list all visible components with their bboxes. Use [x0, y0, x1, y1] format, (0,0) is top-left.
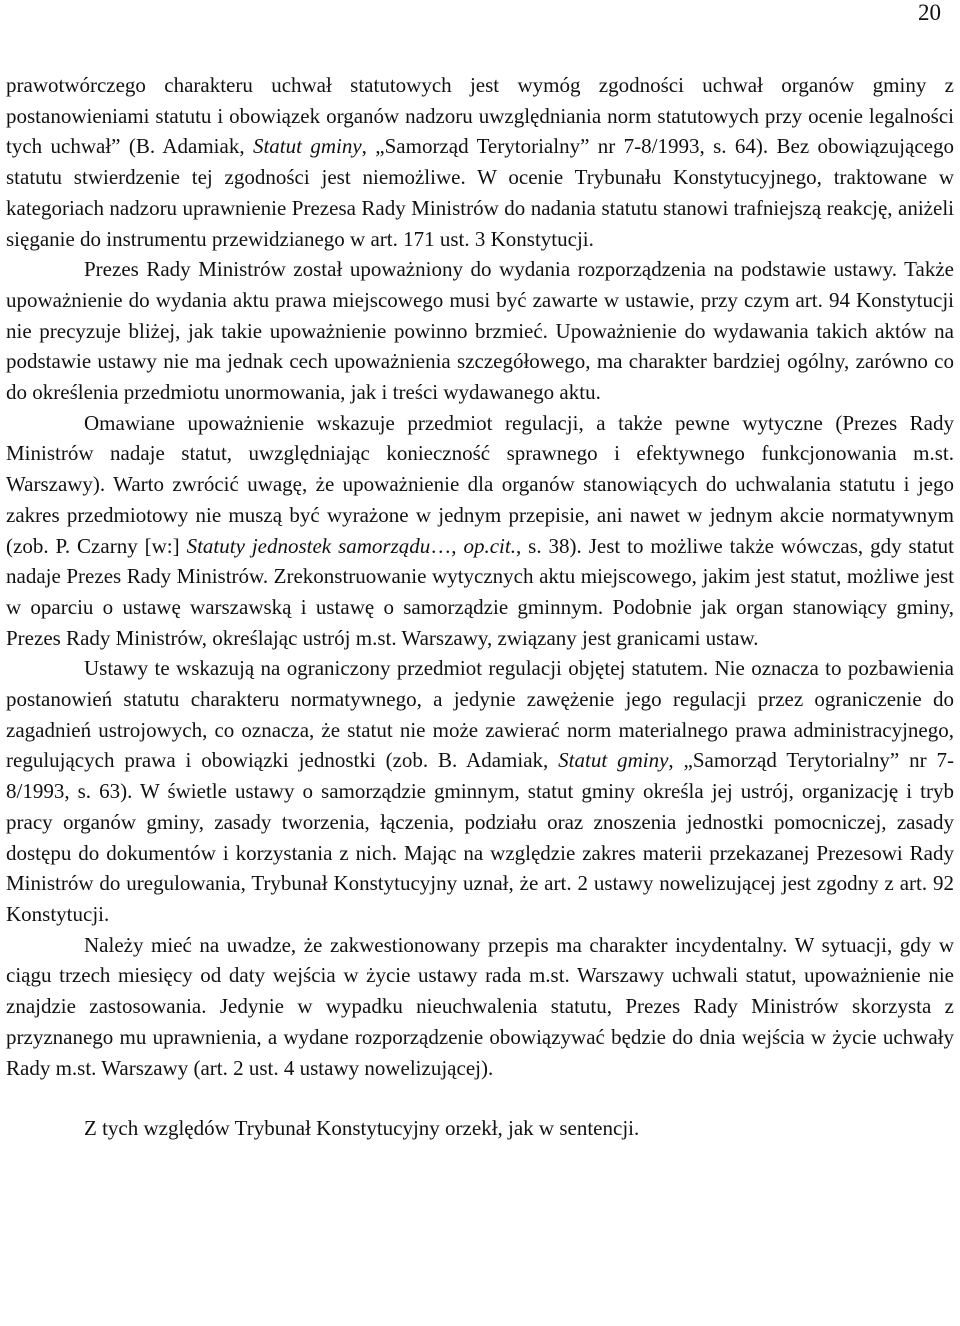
- paragraph-3-text-c: , s. 38). Jest to możliwe także wówczas, gdy statut nadaje Prezes Rady Ministrów. Zrekonstruowanie wytycznych aktu miejscowego, jakim jest statut, możliwe jest w oparciu o ustawę warszawską i ustawę o samorządzie gminnym. Podobnie jak organ stanowiący gminy, Prezes Rady Ministrów, określając ustrój m.st. Warszawy, związany jest granicami ustaw.: [6, 533, 955, 650]
- paragraph-4-text-a: Ustawy te wskazują na ograniczony przedmiot regulacji objętej statutem. Nie oznacza to pozbawienia postanowień statutu charakteru normatywnego, a jedynie zawężenie jego regulacji przez ograniczenie do zagadnień ustrojowych, co oznacza, że statut nie może zawierać norm materialnego prawa administracyjnego, regulujących prawa i obowiązki jednostki (zob. B. Adamiak,: [6, 656, 954, 773]
- paragraph-4: [6, 653, 954, 929]
- paragraph-4-text-b: , „Samorząd Terytorialny” nr 7-8/1993, s. 63). W świetle ustawy o samorządzie gminnym, statut gminy określa jej ustrój, organizację i tryb pracy organów gminy, zasady tworzenia, łączenia, podziału oraz znoszenia jednostki pomocniczej, zasady dostępu do dokumentów i korzystania z nich. Mając na względzie zakres materii przekazanej Prezesowi Rady Ministrów do uregulowania, Trybunał Konstytucyjny uznał, że art. 2 ustawy nowelizującej jest zgodny z art. 92 Konstytucji.: [6, 748, 954, 926]
- paragraph-3-text-a: Omawiane upoważnienie wskazuje przedmiot regulacji, a także pewne wytyczne (Prezes Rady Ministrów nadaje statut, uwzględniając konieczność sprawnego i efektywnego funkcjonowania m.st. Warszawy). Warto zwrócić uwagę, że upoważnienie dla organów stanowiących do uchwalania statutu i jego zakres przedmiotowy nie muszą być wyrażone w jednym przepisie, ani nawet w jednym akcie normatywnym (zob. P. Czarny [w:]: [6, 410, 954, 558]
- paragraph-2: Prezes Rady Ministrów został upoważniony do wydania rozporządzenia na podstawie ustawy. Także upoważnienie do wydania aktu prawa miejscowego musi być zawarte w ustawie, przy czym art. 94 Konstytucji nie precyzuje bliżej, jak takie upoważnienie powinno brzmieć. Upoważnienie do wydawania takich aktów na podstawie ustawy nie ma jednak cech upoważnienia szczegółowego, ma charakter bardziej ogólny, zarówno co do określenia przedmiotu unormowania, jak i treści wydawanego aktu.: [6, 257, 954, 405]
- document-body: [6, 70, 954, 1144]
- paragraph-5: Należy mieć na uwadze, że zakwestionowany przepis ma charakter incydentalny. W sytuacji, gdy w ciągu trzech miesięcy od daty wejścia w życie ustawy rada m.st. Warszawy uchwali statut, upoważnienie nie znajdzie zastosowania. Jedynie w wypadku nieuchwalenia statutu, Prezes Rady Ministrów skorzysta z przyznanego mu uprawnienia, a wydane rozporządzenie obowiązywać będzie do dnia wejścia w życie uchwały Rady m.st. Warszawy (art. 2 ust. 4 ustawy nowelizującej).: [6, 932, 954, 1080]
- paragraph-3: [6, 408, 954, 654]
- paragraph-1-text-b: , „Samorząd Terytorialny” nr 7-8/1993, s. 64). Bez obowiązującego statutu stwierdzenie tej zgodności jest niemożliwe. W ocenie Trybunału Konstytucyjnego, traktowane w kategoriach nadzoru uprawnienie Prezesa Rady Ministrów do nadania statutu stanowi trafniejszą reakcję, aniżeli sięganie do instrumentu przewidzianego w art. 171 ust. 3 Konstytucji.: [6, 134, 954, 251]
- citation-opcit: op.cit.: [463, 533, 516, 558]
- closing-sentence: Z tych względów Trybunał Konstytucyjny orzekł, jak w sentencji.: [84, 1116, 640, 1141]
- citation-title: Statut gminy: [558, 748, 669, 773]
- citation-title: Statut gminy: [252, 134, 362, 159]
- page-number: 20: [918, 0, 941, 25]
- paragraph-1-text-a: prawotwórczego charakteru uchwał statutowych jest wymóg zgodności uchwał organów gminy z postanowieniami statutu i obowiązek organów nadzoru uwzględniania norm statutowych przy ocenie legalności tych uchwał” (B. Adamiak,: [6, 73, 954, 159]
- paragraph-1: [6, 70, 954, 254]
- citation-title: Statuty jednostek samorządu: [186, 533, 431, 558]
- paragraph-3-text-b: …,: [430, 533, 464, 558]
